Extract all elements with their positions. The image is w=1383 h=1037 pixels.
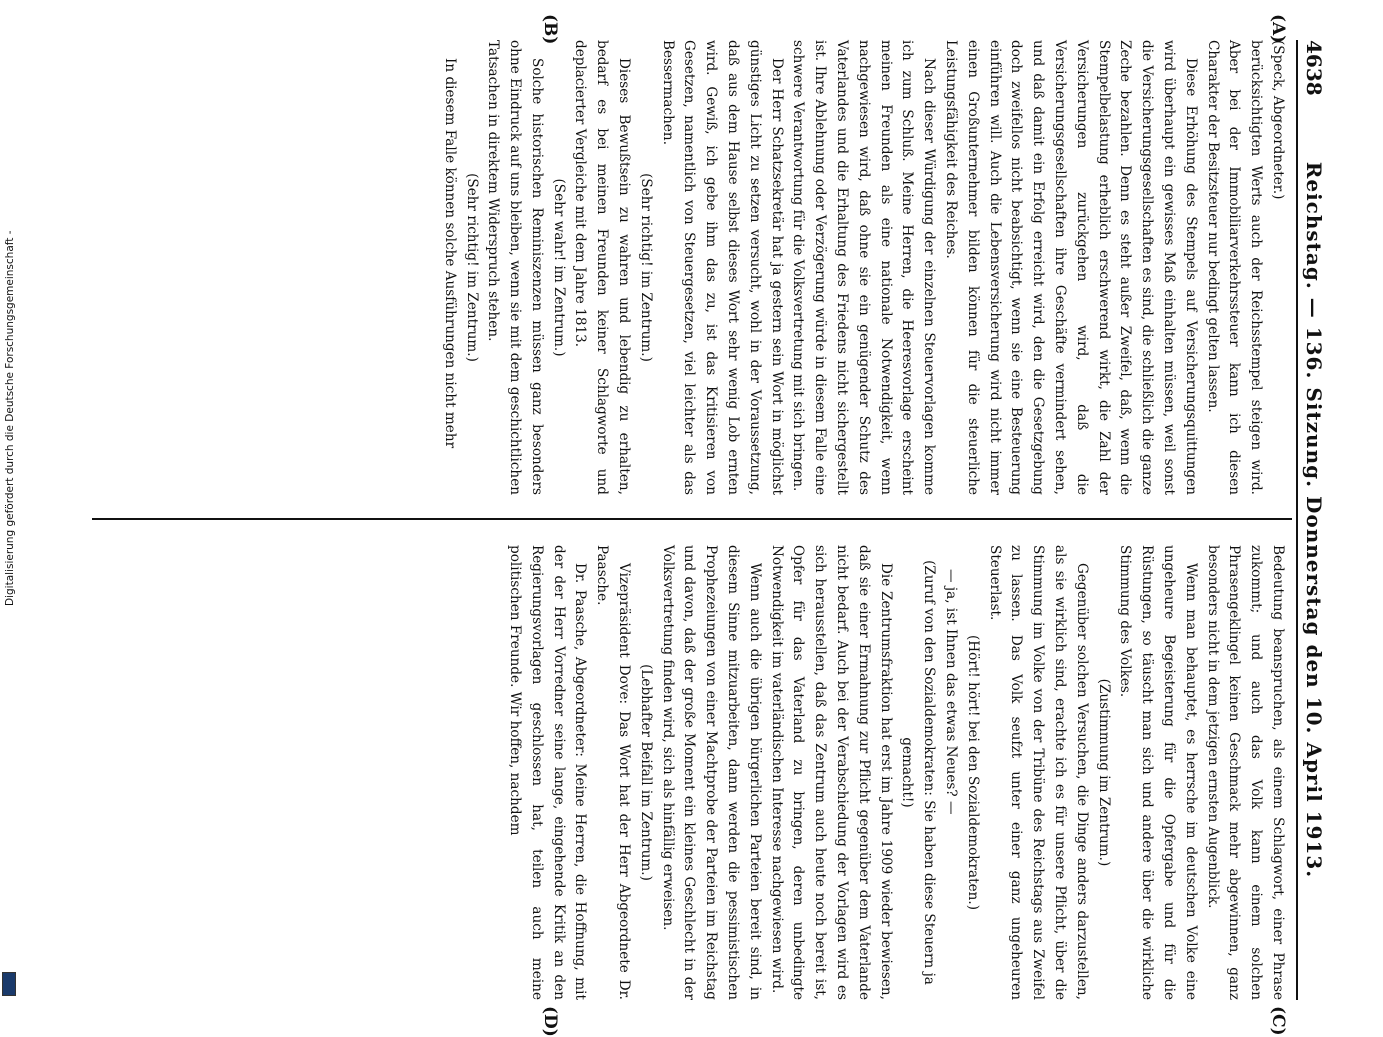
left-column-paragraph: In diesem Falle können solche Ausführungen nicht mehr [441,58,458,449]
left-column-paragraph: Der Herr Schatzsekretär hat ja gestern sein Wort in möglichst günstiges Licht zu setzen versucht, wohl in der Voraussetzung, daß aus dem Hause selbst dieses Wort sehr wenig Lob ernten wird. Gewiß, ich gebe ihm das zu, ist das Kritisieren von Gesetzen, namentlich von Steuergesetzen, viel leichter als das Bessermachen. [659,40,785,495]
rotated-document-page [60,14,1330,1037]
left-column-paragraph: (Speck, Abgeordneter.) [1270,40,1286,200]
dfg-logo-icon [2,972,16,996]
right-column-paragraph: Vizepräsident Dove: Das Wort hat der Herr Abgeordnete Dr. Paasche. [594,545,633,1000]
left-column-paragraph: (Sehr wahr! im Zentrum.) [550,178,567,357]
right-column-paragraph: Bedeutung beanspruchen, als einem Schlagwort, einer Phrase zukommt; und auch das Volk kann einem solchen Phrasengeklingel keinen Geschmack mehr abgewinnen, ganz besonders nicht in dem jetzigen ernsten Augenblick. [1204,545,1286,1000]
page-number: 4638 [1302,40,1326,96]
left-text-column [438,40,1288,495]
column-divider [92,518,1292,520]
margin-mark-c: (C) [1268,1006,1288,1036]
right-column-paragraph: Gegenüber solchen Versuchen, die Dinge anders darzustellen, als sie wirklich sind, erachte ich es für unsere Pflicht, über die Stimmung im Volke von der Tribüne des Reichstags aus Zweifel zu lassen. Das Volk seufzt unter einer ganz ungeheuren Steuerlast. [986,545,1090,1000]
left-column-paragraph: berücksichtigten Werts auch der Reichsstempel steigen wird. Aber bei der Immobiliarverkehrssteuer kann ich diesen Charakter der Besitzsteuer nur bedingt gelten lassen. [1204,40,1265,495]
left-column-paragraph: (Sehr richtig! im Zentrum.) [637,173,654,362]
margin-mark-d: (D) [540,1006,560,1037]
page-header [1300,40,1330,1000]
left-column-paragraph: Diese Erhöhung des Stempels auf Versicherungsquittungen wird überhaupt ein gewisses Maß einhalten müssen, weil sonst die Versicherungsgesellschaften es sind, die schließlich die ganze Zeche bezahlen. Denn es steht außer Zweifel, daß, wenn die Stempelbelastung erheblich erschwerend wirkt, die Zahl der Versicherungen zurückgehen wird, daß die Versicherungsgesellschaften ihre Geschäfte vermindert sehen, und daß damit ein Erfolg erreicht wird, den die Gesetzgebung doch zweifellos nicht beabsichtigt, wenn sie eine Besteuerung einführen will. Auch die Lebensversicherung wird nicht immer einen Großunternehmer bilden können für die steuerliche Leistungsfähigkeit des Reiches. [943,40,1199,495]
left-column-paragraph: Solche historischen Reminiszenzen müssen ganz besonders ohne Eindruck auf uns bleiben, wenn sie mit dem geschichtlichen Tatsachen in direktem Widerspruch stehen. [485,40,545,495]
margin-mark-a: (A) [1268,14,1288,44]
right-column-paragraph: Die Zentrumsfraktion hat erst im Jahre 1909 wieder bewiesen, daß sie einer Ermahnung zur Pflicht gegenüber dem Vaterlande nicht bedarf. Auch bei der Verabschiedung der Vorlagen wird es sich herausstellen, daß das Zentrum auch heute noch bereit ist, Opfer für das Vaterland zu bringen, deren unbedingte Notwendigkeit im vaterländischen Interesse nachgewiesen wird. [768,545,894,1000]
dfg-credit-footer: Digitalisierung gefördert durch die Deutsche Forschungsgemeinschaft - [4,230,16,606]
left-column-paragraph: Nach dieser Würdigung der einzelnen Steuervorlagen komme ich zum Schluß. Meine Herren, die Heeresvorlage erscheint meinen Freunden als eine nationale Notwendigkeit, wenn nachgewiesen wird, daß ohne sie ein genügender Schutz des Vaterlandes und die Erhaltung des Friedens nicht sichergestellt ist. Ihre Ablehnung oder Verzögerung würde in diesem Falle eine schwere Verantwortung für die Volksvertretung mit sich bringen. [790,40,938,495]
header-rule [1296,40,1298,1000]
running-head: Reichstag. — 136. Sitzung. Donnerstag den 10. April 1913. [1302,161,1326,879]
right-column-paragraph: (Zuruf von den Sozialdemokraten: Sie haben diese Steuern ja gemacht!) [899,560,938,985]
right-column-paragraph: (Hört! hört! bei den Sozialdemokraten.) [964,634,981,910]
right-column-paragraph: (Lebhafter Beifall im Zentrum.) [637,664,654,881]
left-column-paragraph: Dieses Bewußtsein zu wahren und lebendig zu erhalten, bedarf es bei meinen Freunden keiner Schlagworte und deplacierter Vergleiche mit dem Jahre 1813. [572,40,633,495]
right-text-column [503,545,1288,1000]
margin-mark-b: (B) [540,14,560,45]
right-column-paragraph: Dr. Paasche, Abgeordneter: Meine Herren, die Hoffnung, mit der der Herr Vorredner seine lange, eingehende Kritik an den Regierungsvorlagen geschlossen hat, teilen auch meine politischen Freunde. Wir hoffen, nachdem [507,545,589,1000]
right-column-paragraph: (Zustimmung im Zentrum.) [1095,678,1112,867]
right-column-paragraph: Wenn man behauptet, es herrsche im deutschen Volke eine ungeheure Begeisterung für die Opfergabe und für die Rüstungen, so täuscht man sich und andere über die wirkliche Stimmung des Volkes. [1117,545,1199,1000]
right-column-paragraph: — ja, ist Ihnen das etwas Neues? — [943,569,960,815]
right-column-paragraph: Wenn auch die übrigen bürgerlichen Parteien bereit sind, in diesem Sinne mitzuarbeiten, dann werden die pessimistischen Prophezeiungen von einer Machtprobe der Parteien im Reichstag und davon, daß der große Moment ein kleines Geschlecht in der Volksvertretung finden wird, sich als hinfällig erweisen. [659,545,763,1000]
left-column-paragraph: (Sehr richtig! im Zentrum.) [463,173,480,362]
